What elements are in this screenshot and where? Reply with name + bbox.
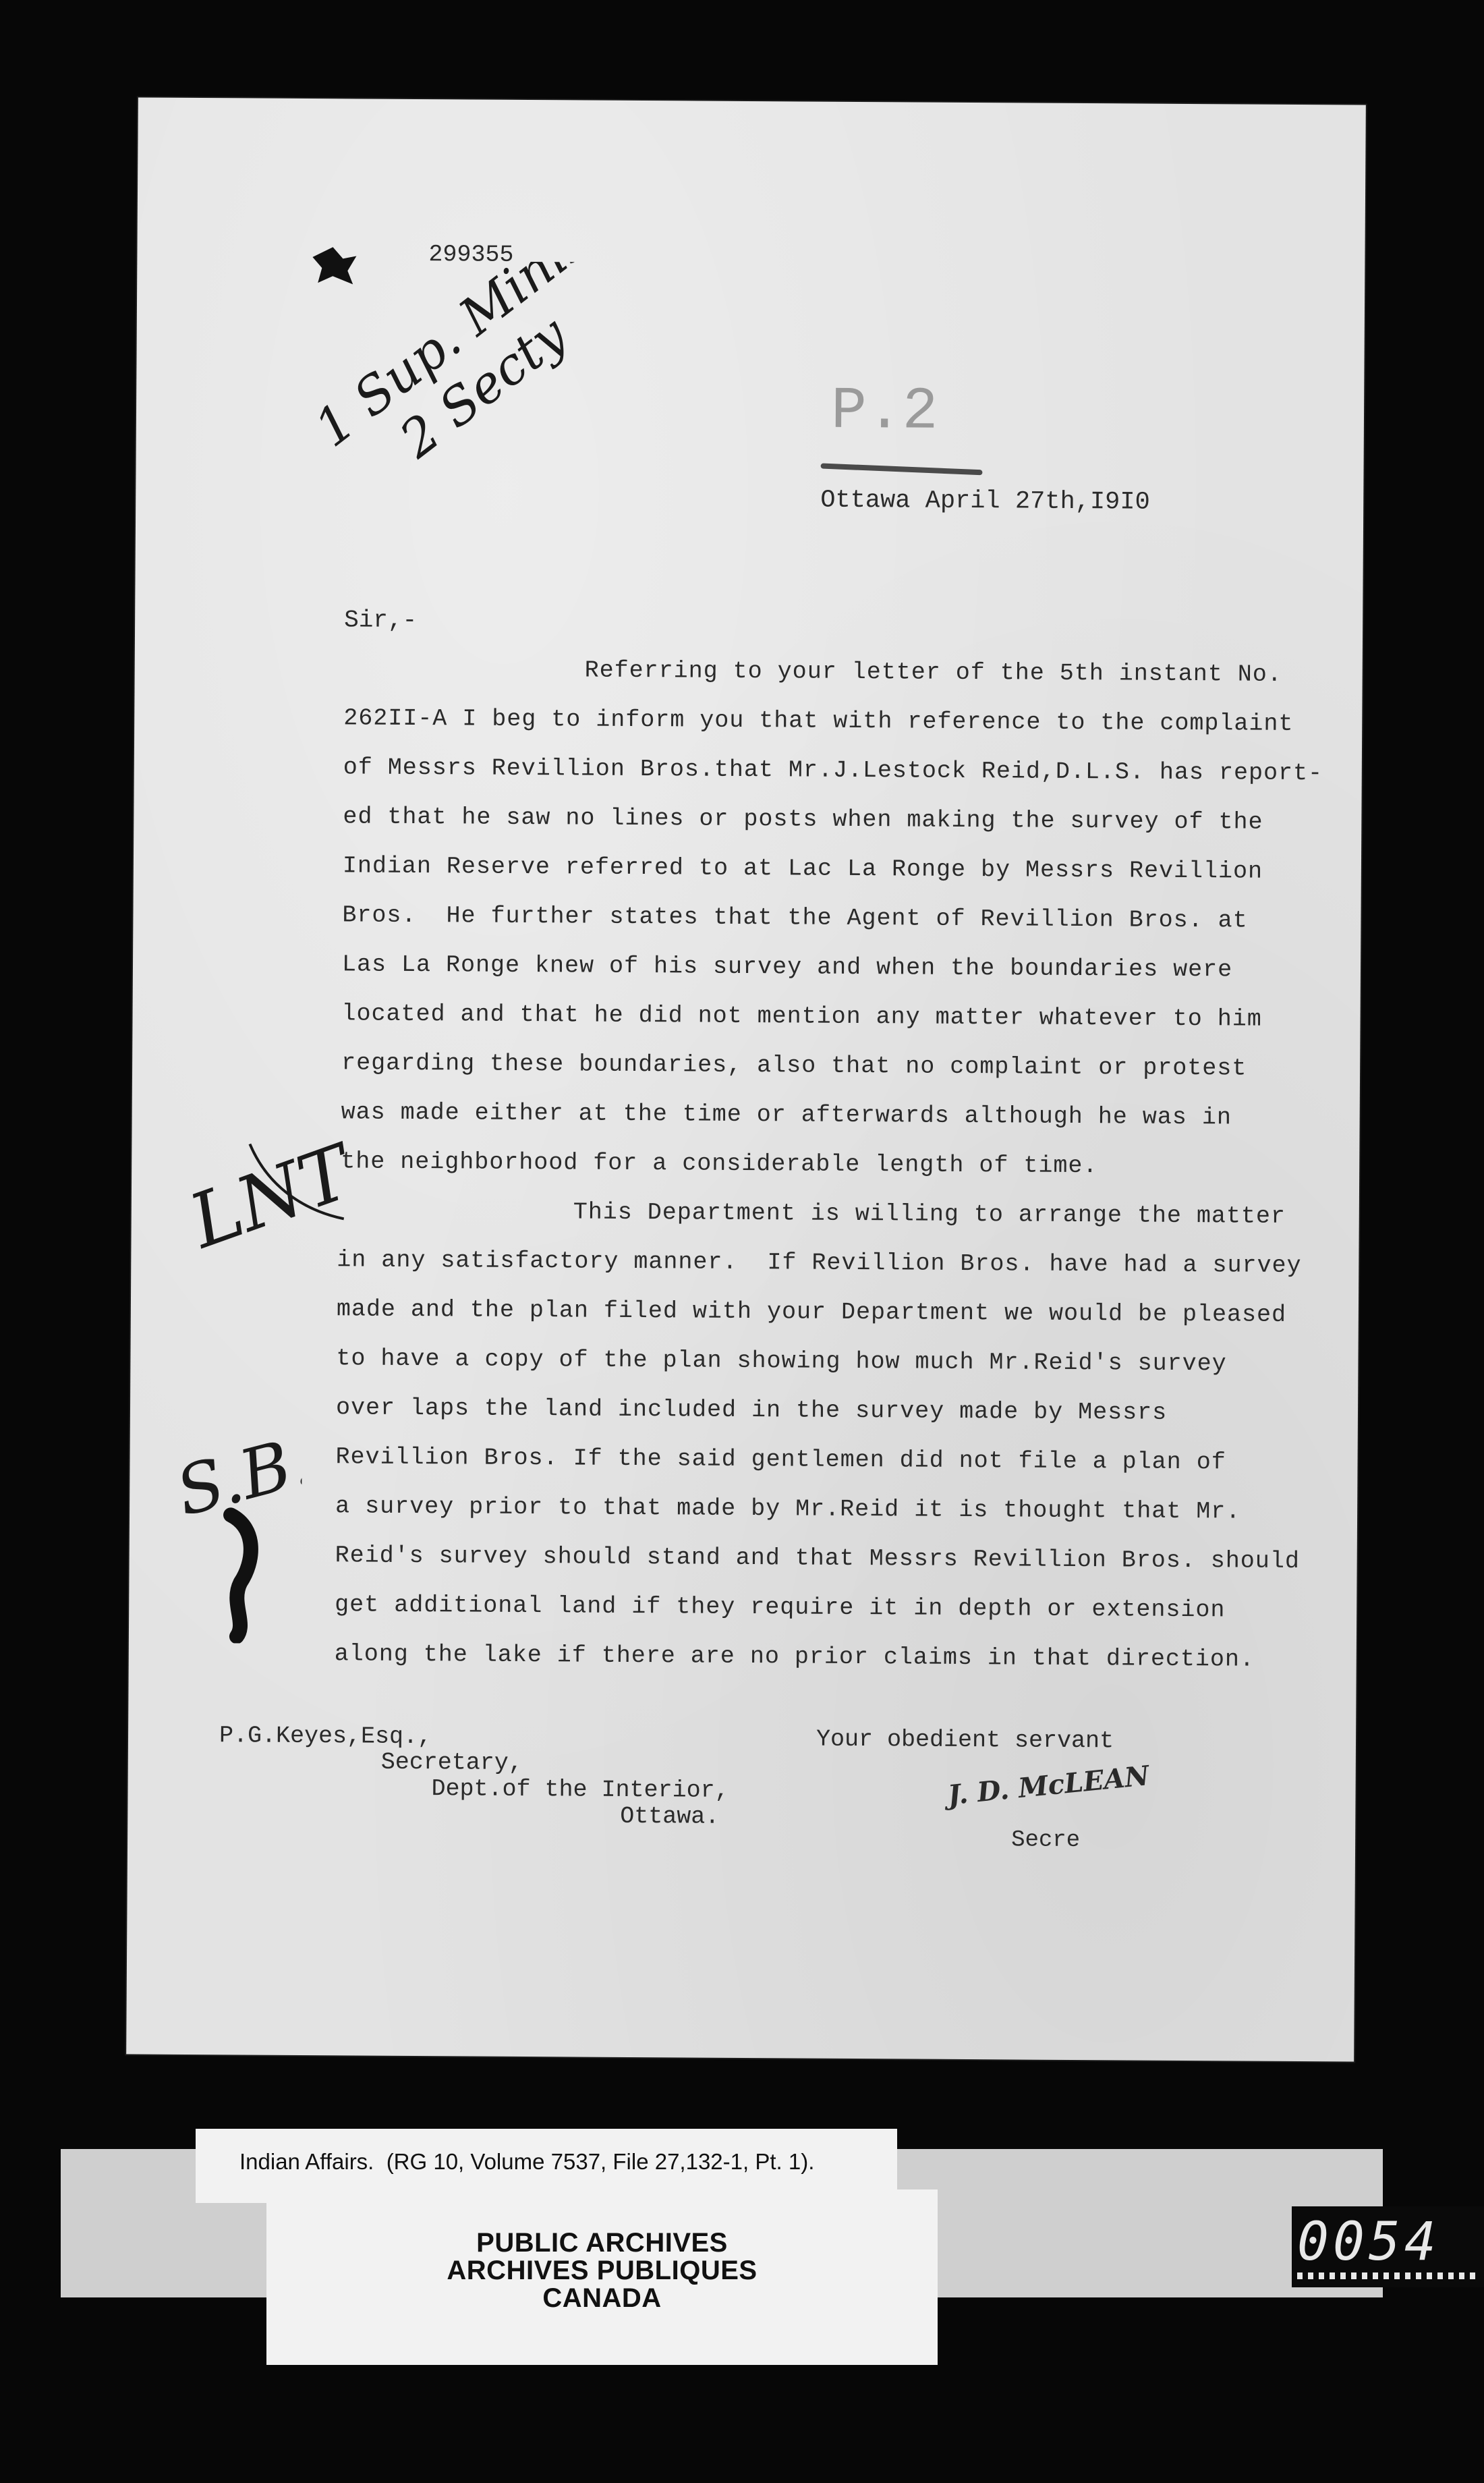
paragraph-1-line: was made either at the time or afterwards although he was in xyxy=(341,1098,1232,1132)
frame-number: 0054 xyxy=(1297,2212,1440,2272)
archives-line-2: ARCHIVES PUBLIQUES xyxy=(447,2256,758,2285)
paragraph-1-line: Las La Ronge knew of his survey and when the boundaries were xyxy=(341,951,1233,984)
addressee-city: Ottawa. xyxy=(620,1802,720,1831)
letter-page xyxy=(126,97,1366,2061)
paragraph-1-line: the neighborhood for a considerable length of time. xyxy=(341,1148,1098,1180)
signer-title: Secre xyxy=(1011,1827,1081,1854)
addressee-name: P.G.Keyes,Esq., xyxy=(219,1722,432,1751)
archive-reference: Indian Affairs. (RG 10, Volume 7537, File 27,132-1, Pt. 1). xyxy=(239,2149,815,2174)
handwritten-initials-sb xyxy=(166,1400,302,1647)
paragraph-2-line: along the lake if there are no prior claims in that direction. xyxy=(334,1640,1255,1673)
addressee-department: Dept.of the Interior, xyxy=(431,1775,729,1804)
paragraph-1-line: ed that he saw no lines or posts when making the survey of the xyxy=(343,803,1263,836)
paragraph-2-line: made and the plan filed with your Department we would be pleased xyxy=(336,1295,1287,1329)
paragraph-1-line: of Messrs Revillion Bros.that Mr.J.Lestock Reid,D.L.S. has report- xyxy=(343,754,1323,787)
handwritten-note-line-2: 2 Secty — xyxy=(389,262,575,470)
salutation: Sir,- xyxy=(344,606,418,635)
stamp-underline xyxy=(820,463,982,475)
paragraph-1-line: Bros. He further states that the Agent of Revillion Bros. at xyxy=(342,901,1248,934)
receipt-stamp: P.2 xyxy=(830,378,938,446)
paragraph-2-line: to have a copy of the plan showing how much Mr.Reid's survey xyxy=(336,1345,1227,1378)
counter-dash-bar xyxy=(1297,2272,1479,2279)
closing-line: Your obedient servant xyxy=(816,1725,1114,1755)
handwritten-initials-lnt xyxy=(175,1110,351,1290)
paragraph-1-line: located and that he did not mention any matter whatever to him xyxy=(341,1000,1262,1033)
archives-line-1: PUBLIC ARCHIVES xyxy=(476,2228,728,2258)
addressee-title: Secretary, xyxy=(380,1748,523,1777)
paragraph-2-line: Revillion Bros. If the said gentlemen did not file a plan of xyxy=(335,1443,1226,1476)
paragraph-2-line: over laps the land included in the survey made by Messrs xyxy=(335,1394,1168,1426)
paragraph-2-line: Reid's survey should stand and that Messrs Revillion Bros. should xyxy=(335,1542,1301,1575)
letter-date: Ottawa April 27th,I9I0 xyxy=(820,486,1150,517)
file-number: 299355 xyxy=(428,241,514,269)
signature-stamp: J. D. McLEAN xyxy=(946,1760,1151,1812)
archives-line-3: CANADA xyxy=(542,2283,662,2313)
paragraph-2-line: This Department is willing to arrange the matter xyxy=(573,1198,1286,1230)
handwritten-note-line-1: 1 Sup. xyxy=(304,309,472,459)
handwritten-routing-note xyxy=(289,260,574,522)
paragraph-1-line: Referring to your letter of the 5th instant No. xyxy=(584,657,1282,688)
paragraph-1-line: regarding these boundaries, also that no complaint or protest xyxy=(341,1049,1247,1082)
paragraph-2-line: in any satisfactory manner. If Revillion Bros. have had a survey xyxy=(337,1246,1302,1280)
paragraph-1-line: 262II-A I beg to inform you that with reference to the complaint xyxy=(343,704,1294,737)
svg-text:LNT: LNT xyxy=(179,1128,351,1265)
paragraph-1-line: Indian Reserve referred to at Lac La Ronge by Messrs Revillion xyxy=(342,852,1263,885)
svg-text:S.B.: S.B. xyxy=(168,1420,303,1532)
paragraph-2-line: a survey prior to that made by Mr.Reid it is thought that Mr. xyxy=(335,1492,1241,1526)
paragraph-2-line: get additional land if they require it in depth or extension xyxy=(335,1591,1226,1624)
frame-counter xyxy=(1292,2206,1484,2287)
